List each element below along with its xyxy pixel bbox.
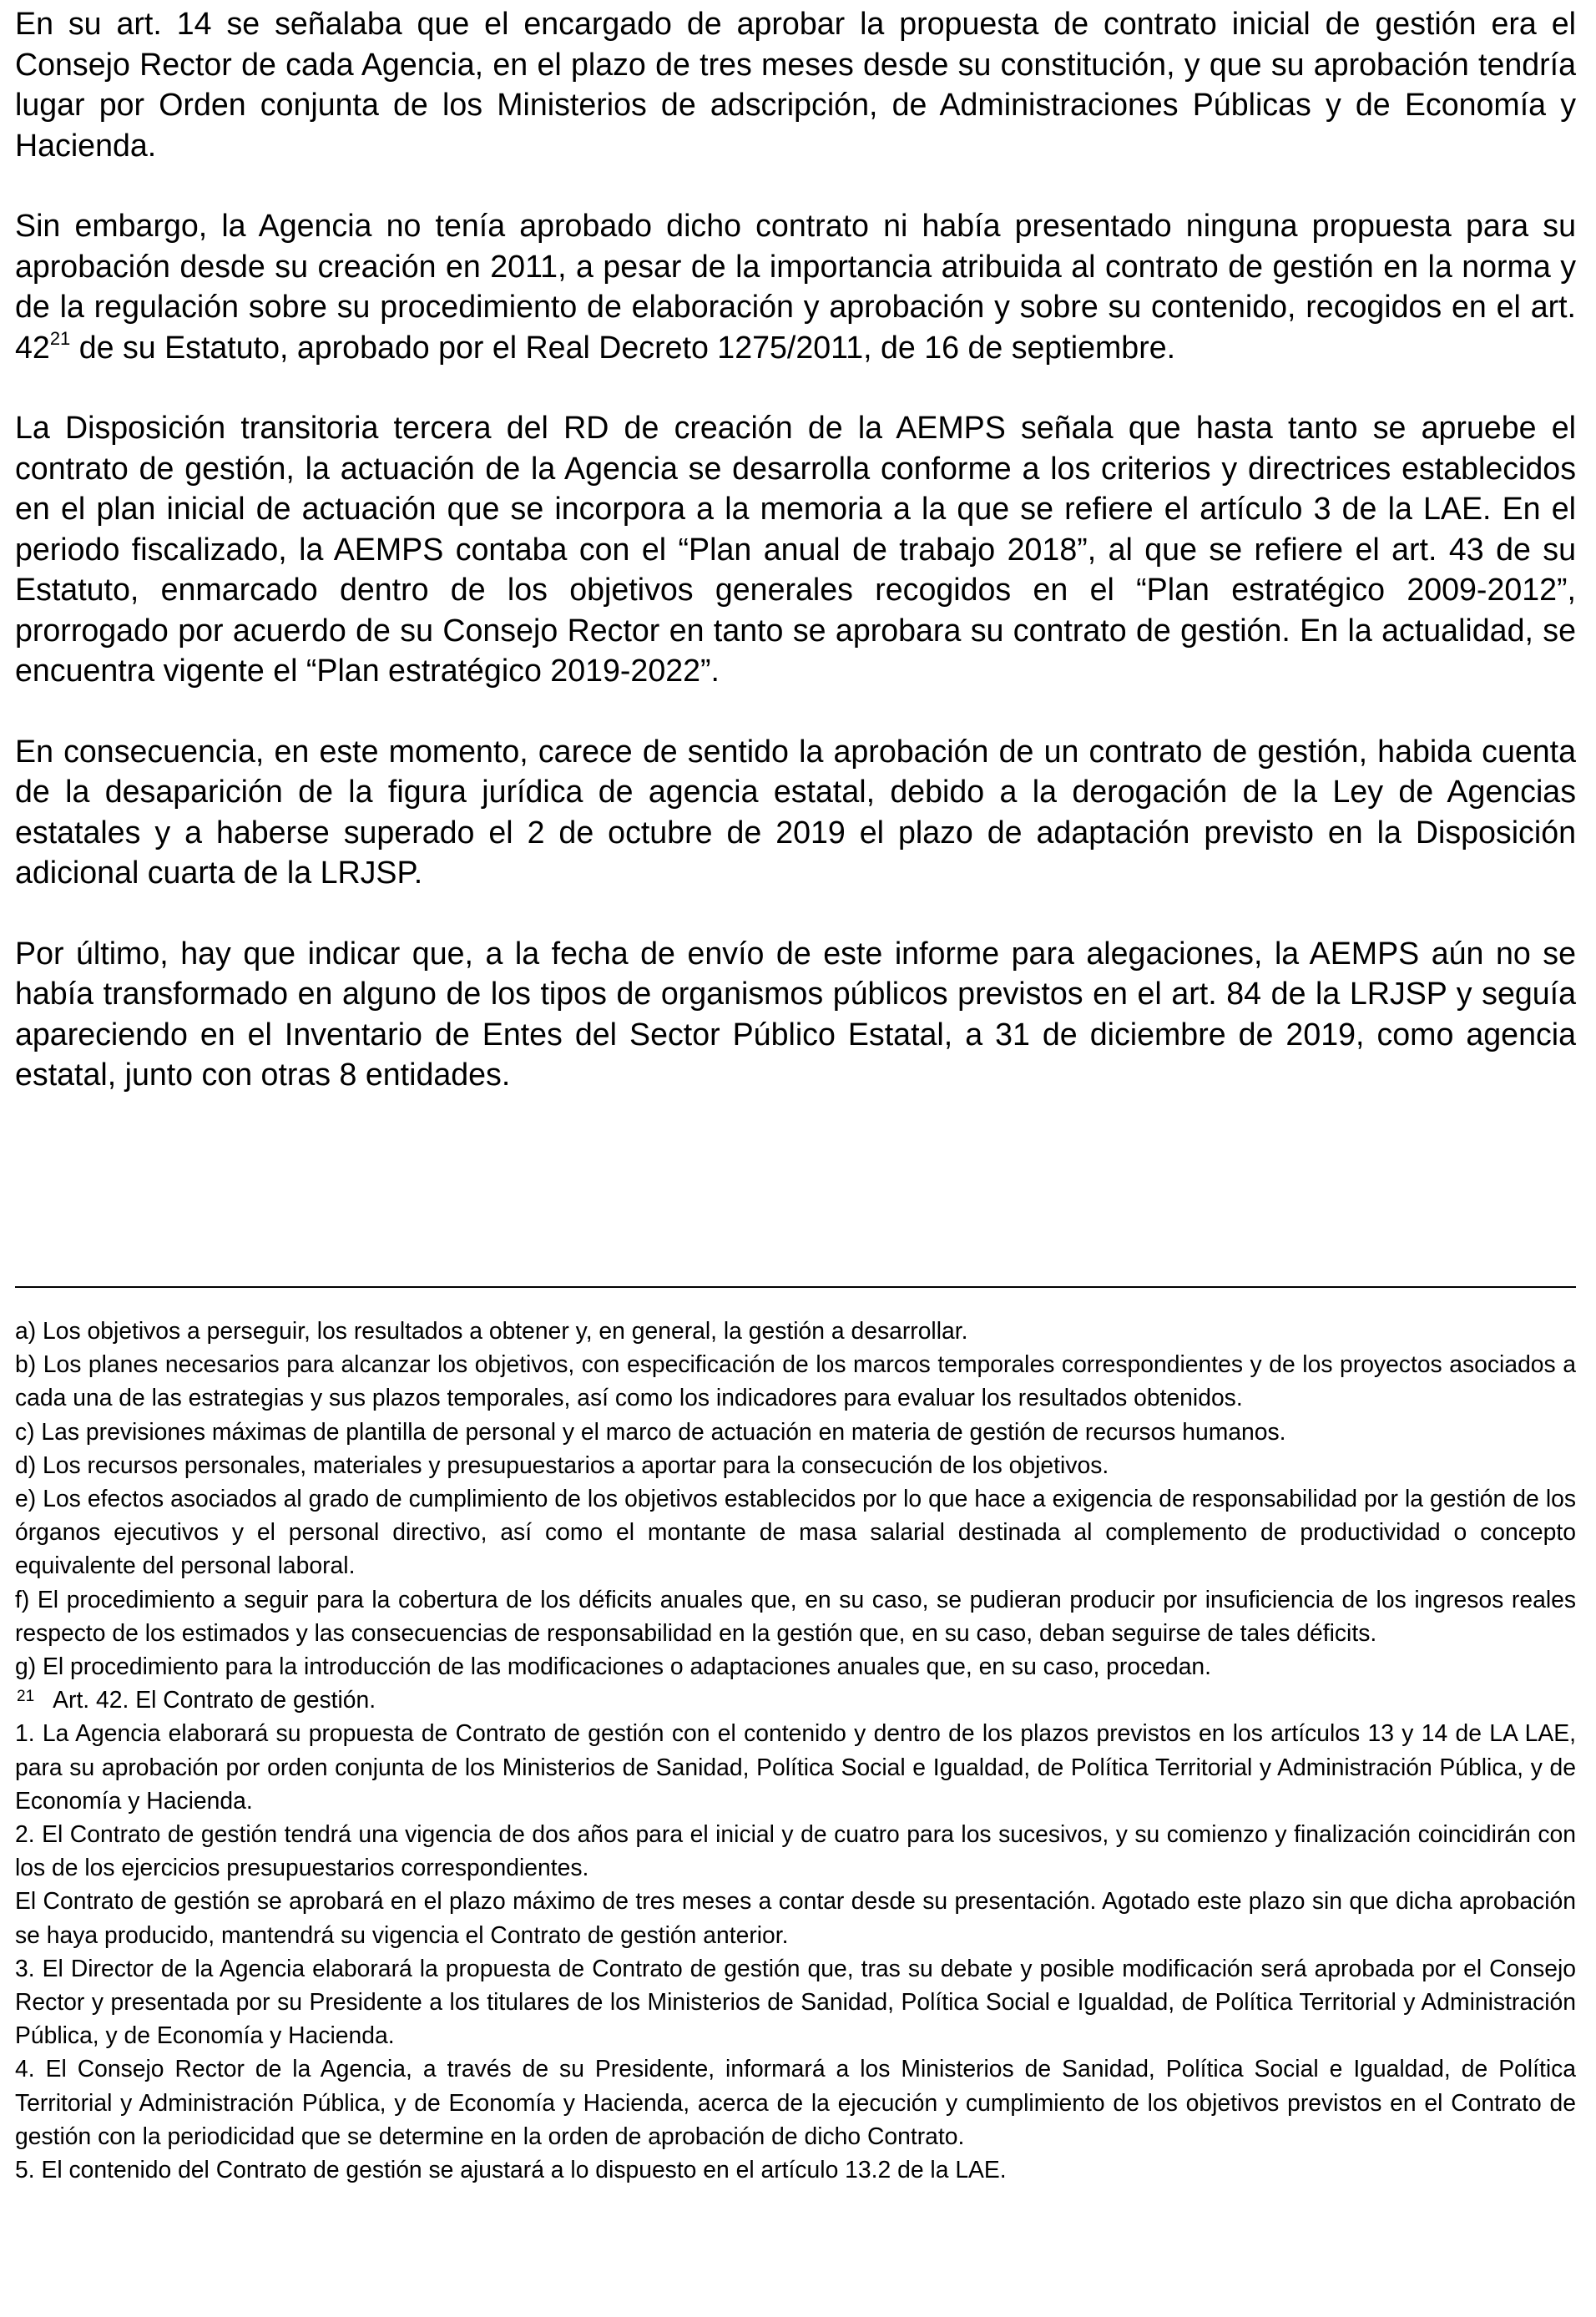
footnote-item-e: e) Los efectos asociados al grado de cumplimiento de los objetivos establecidos por lo que hace a exigencia de responsabilidad por la gestión de los órganos ejecutivos y el personal directivo, así como el montante de masa salarial destinada al complemento de productividad o concepto equivalente del personal laboral.: [15, 1485, 1576, 1579]
footnote-item-g: g) El procedimiento para la introducción de las modificaciones o adaptaciones anuales que, en su caso, procedan.: [15, 1653, 1212, 1680]
footnote-21-item-2: 2. El Contrato de gestión tendrá una vigencia de dos años para el inicial y de cuatro para los sucesivos, y su comienzo y finalización coincidirán con los de los ejercicios presupuestarios correspondientes.: [15, 1820, 1576, 1881]
paragraph-por-ultimo: Por último, hay que indicar que, a la fecha de envío de este informe para alegaciones, la AEMPS aún no se había transformado en alguno de los tipos de organismos públicos previstos en el art. 84 de la LRJSP y seguía apareciendo en el Inventario de Entes del Sector Público Estatal, a 31 de diciembre de 2019, como agencia estatal, junto con otras 8 entidades.: [15, 935, 1576, 1092]
footnote-item-d: d) Los recursos personales, materiales y presupuestarios a aportar para la consecución de los objetivos.: [15, 1451, 1109, 1478]
footnote-21-item-4: 4. El Consejo Rector de la Agencia, a través de su Presidente, informará a los Ministerios de Sanidad, Política Social e Igualdad, de Política Territorial y Administración Pública, y de Economía y Hacienda, acerca de la ejecución y cumplimiento de los objetivos previstos en el Contrato de gestión con la periodicidad que se determine en la orden de aprobación de dicho Contrato.: [15, 2055, 1576, 2149]
footnote-separator: [15, 1286, 1576, 1288]
footnote-21-item-5: 5. El contenido del Contrato de gestión se ajustará a lo dispuesto en el artículo 13.2 de la LAE.: [15, 2156, 1007, 2183]
footnote-21-item-3: 3. El Director de la Agencia elaborará la propuesta de Contrato de gestión que, tras su debate y posible modificación será aprobada por el Consejo Rector y presentada por su Presidente a los titulares de los Ministerios de Sanidad, Política Social e Igualdad, de Política Territorial y Administración Pública, y de Economía y Hacienda.: [15, 1954, 1576, 2049]
footnote-21-title: Art. 42. El Contrato de gestión.: [53, 1686, 376, 1714]
footnote-21-item-2b: El Contrato de gestión se aprobará en el plazo máximo de tres meses a contar desde su presentación. Agotado este plazo sin que dicha aprobación se haya producido, mantendrá su vigencia el Contrato de gestión anterior.: [15, 1887, 1576, 1948]
footnotes: [15, 1314, 1576, 2186]
paragraph-en-consecuencia: En consecuencia, en este momento, carece de sentido la aprobación de un contrato de gestión, habida cuenta de la desaparición de la figura jurídica de agencia estatal, debido a la derogación de la Ley de Agencias estatales y a haberse superado el 2 de octubre de 2019 el plazo de adaptación previsto en la Disposición adicional cuarta de la LRJSP.: [15, 733, 1576, 890]
footnote-21-number: 21: [17, 1688, 35, 1706]
footnote-ref-21[interactable]: 21: [49, 327, 71, 349]
paragraph-sin-embargo: [15, 205, 1576, 367]
paragraph-disposicion-transitoria: La Disposición transitoria tercera del RD de creación de la AEMPS señala que hasta tanto se apruebe el contrato de gestión, la actuación de la Agencia se desarrolla conforme a los criterios y directrices establecidos en el plan inicial de actuación que se incorpora a la memoria a la que se refiere el artículo 3 de la LAE. En el periodo fiscalizado, la AEMPS contaba con el “Plan anual de trabajo 2018”, al que se refiere el art. 43 de su Estatuto, enmarcado dentro de los objetivos generales recogidos en el “Plan estratégico 2009-2012”, prorrogado por acuerdo de su Consejo Rector en tanto se aprobara su contrato de gestión. En la actualidad, se encuentra vigente el “Plan estratégico 2019-2022”.: [15, 410, 1576, 688]
paragraph-sin-embargo-tail: de su Estatuto, aprobado por el Real Decreto 1275/2011, de 16 de septiembre.: [70, 329, 1176, 365]
body-text: [15, 3, 1576, 1095]
footnote-item-c: c) Las previsiones máximas de plantilla de personal y el marco de actuación en materia de gestión de recursos humanos.: [15, 1417, 1286, 1445]
paragraph-sin-embargo-text: Sin embargo, la Agencia no tenía aprobado dicho contrato ni había presentado ninguna propuesta para su aprobación desde su creación en 2011, a pesar de la importancia atribuida al contrato de gestión en la norma y de la regulación sobre su procedimiento de elaboración y aprobación y sobre su contenido, recogidos en el art. 42: [15, 208, 1576, 365]
footnote-21-item-1: 1. La Agencia elaborará su propuesta de Contrato de gestión con el contenido y dentro de los plazos previstos en los artículos 13 y 14 de LA LAE, para su aprobación por orden conjunta de los Ministerios de Sanidad, Política Social e Igualdad, de Política Territorial y Administración Pública, y de Economía y Hacienda.: [15, 1719, 1576, 1814]
footnote-item-b: b) Los planes necesarios para alcanzar los objetivos, con especificación de los marcos temporales correspondientes y de los proyectos asociados a cada una de las estrategias y sus plazos temporales, así como los indicadores para evaluar los resultados obtenidos.: [15, 1350, 1576, 1411]
footnote-item-f: f) El procedimiento a seguir para la cobertura de los déficits anuales que, en su caso, se pudieran producir por insuficiencia de los ingresos reales respecto de los estimados y las consecuencias de responsabilidad en la gestión que, en su caso, deban seguirse de tales déficits.: [15, 1585, 1576, 1646]
document-page: [15, 0, 1576, 2317]
footnote-21-heading: [15, 1683, 1576, 1716]
paragraph-art-14: En su art. 14 se señalaba que el encargado de aprobar la propuesta de contrato inicial de gestión era el Consejo Rector de cada Agencia, en el plazo de tres meses desde su constitución, y que su aprobación tendría lugar por Orden conjunta de los Ministerios de adscripción, de Administraciones Públicas y de Economía y Hacienda.: [15, 6, 1576, 163]
footnote-item-a: a) Los objetivos a perseguir, los resultados a obtener y, en general, la gestión a desarrollar.: [15, 1317, 968, 1344]
